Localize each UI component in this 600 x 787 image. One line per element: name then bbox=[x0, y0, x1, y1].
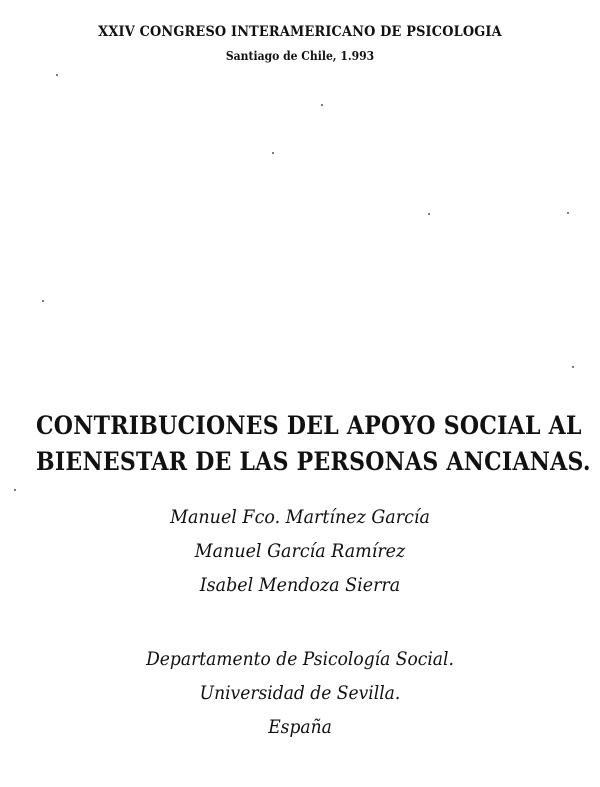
author-3: Isabel Mendoza Sierra bbox=[199, 574, 401, 596]
scan-speck bbox=[572, 366, 574, 368]
congress-location: Santiago de Chile, 1.993 bbox=[225, 49, 375, 63]
affiliation-department: Departamento de Psicología Social. bbox=[146, 648, 454, 670]
scan-speck bbox=[56, 74, 58, 76]
author-2: Manuel García Ramírez bbox=[194, 540, 406, 562]
paper-title bbox=[0, 408, 600, 480]
scan-speck bbox=[567, 212, 569, 214]
congress-name: XXIV CONGRESO INTERAMERICANO DE PSICOLOGIA bbox=[98, 24, 502, 40]
author-1: Manuel Fco. Martínez García bbox=[170, 506, 430, 528]
scan-speck bbox=[321, 104, 323, 106]
affiliation-country: España bbox=[268, 716, 332, 738]
affiliation-university: Universidad de Sevilla. bbox=[199, 682, 401, 704]
scan-speck bbox=[42, 300, 44, 302]
scan-speck bbox=[272, 152, 274, 154]
scan-speck bbox=[14, 489, 16, 491]
scan-speck bbox=[428, 213, 430, 215]
paper-title-line-1: CONTRIBUCIONES DEL APOYO SOCIAL AL bbox=[36, 411, 582, 440]
paper-title-line-2: BIENESTAR DE LAS PERSONAS ANCIANAS. bbox=[36, 447, 591, 476]
